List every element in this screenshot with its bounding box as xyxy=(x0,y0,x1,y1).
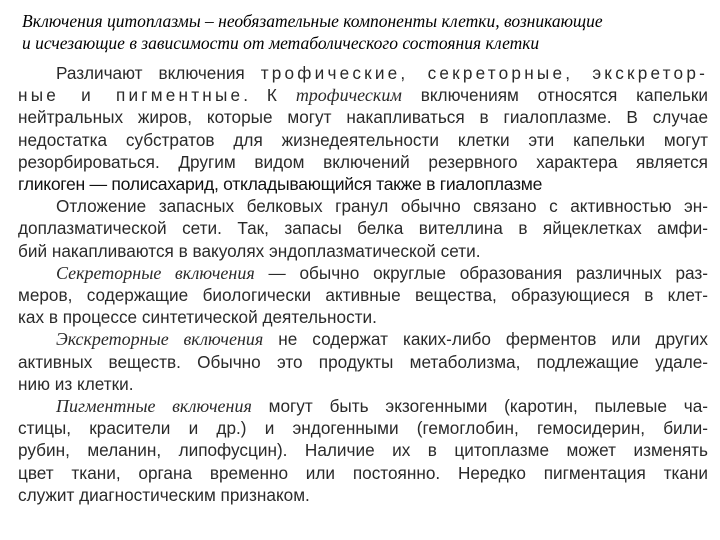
text-line: Экскреторные включения не содержат каких-либо ферментов или других xyxy=(56,329,708,350)
text-line: гликоген — полисахарид, откладывающийся также в гиалоплазме xyxy=(18,174,543,195)
text-line: стицы, красители и др.) и эндогенными (гемоглобин, гемосидерин, били- xyxy=(18,418,708,439)
text-line: Различают включения трофические, секреторные, экскретор- xyxy=(56,63,709,83)
text-line: нию из клетки. xyxy=(18,373,134,394)
text-line: резорбироваться. Другим видом включений резервного характера является xyxy=(18,151,708,172)
text-line: доплазматической сети. Так, запасы белка вителлина в яйцеклетках амфи- xyxy=(18,218,708,239)
scanned-textbook-excerpt xyxy=(18,62,708,506)
slide-title-line-1: Включения цитоплазмы – необязательные компоненты клетки, возникающие xyxy=(22,11,603,31)
text-line: меров, содержащие биологически активные вещества, образующиеся в клет- xyxy=(18,285,708,306)
text-line: рубин, меланин, липофусцин). Наличие их в цитоплазме может изменять xyxy=(18,440,708,461)
slide-title xyxy=(22,10,702,54)
text-line: Пигментные включения могут быть экзогенными (каротин, пылевые ча- xyxy=(56,396,708,417)
text-line: служит диагностическим признаком. xyxy=(18,484,310,505)
slide-title-line-2: и исчезающие в зависимости от метаболического состояния клетки xyxy=(22,33,540,53)
text-line: ках в процессе синтетической деятельности. xyxy=(18,307,377,328)
text-line: Отложение запасных белковых гранул обычно связано с активностью эн- xyxy=(56,196,708,217)
text-line: бий накапливаются в вакуолях эндоплазматической сети. xyxy=(18,240,481,261)
text-line: ные и пигментные. К трофическим включениям относятся капельки xyxy=(18,85,708,106)
text-line: недостатка субстратов для жизнедеятельности клетки эти капельки могут xyxy=(18,129,708,150)
text-line: цвет ткани, органа временно или постоянно. Нередко пигментация ткани xyxy=(18,462,708,483)
text-line: Секреторные включения — обычно округлые образования различных раз- xyxy=(56,262,708,283)
text-line: активных веществ. Обычно это продукты метаболизма, подлежащие удале- xyxy=(18,351,708,372)
text-line: нейтральных жиров, которые могут накапливаться в гиалоплазме. В случае xyxy=(18,107,708,128)
